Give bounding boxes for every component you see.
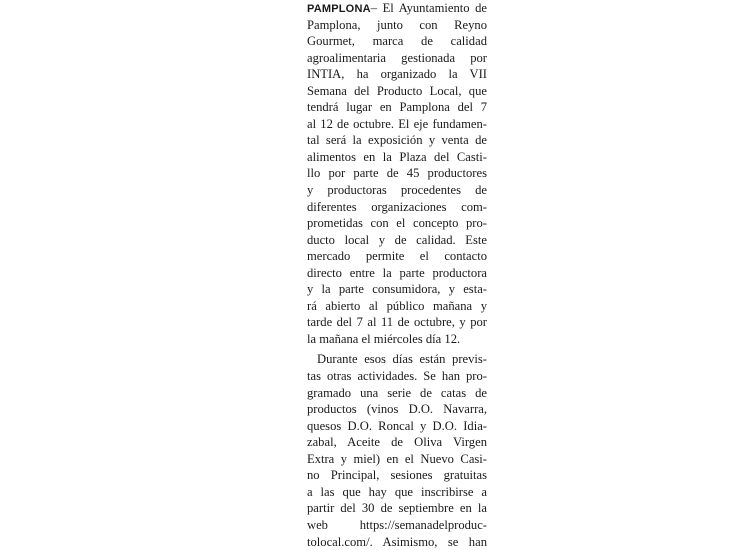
article-line: INTIA, ha organizado la VII bbox=[307, 66, 487, 83]
article-line: directo entre la parte productora bbox=[307, 265, 487, 282]
article-line: la mañana el miércoles día 12. bbox=[307, 331, 487, 348]
article-line: productos (vinos D.O. Navarra, bbox=[307, 401, 487, 418]
article-line: ducto local y de calidad. Este bbox=[307, 232, 487, 249]
article-line: no Principal, sesiones gratuitas bbox=[307, 467, 487, 484]
dateline: PAMPLONA bbox=[307, 3, 371, 15]
article-line: y productoras procedentes de bbox=[307, 182, 487, 199]
article-line: tendrá lugar en Pamplona del 7 bbox=[307, 99, 487, 116]
article-line: tas otras actividades. Se han pro- bbox=[307, 368, 487, 385]
article-line: prometidas con el concepto pro- bbox=[307, 215, 487, 232]
article-line: y la parte consumidora, y esta- bbox=[307, 281, 487, 298]
article-line: llo por parte de 45 productores bbox=[307, 165, 487, 182]
article-line: tarde del 7 al 11 de octubre, y por bbox=[307, 314, 487, 331]
article-line: a las que hay que inscribirse a bbox=[307, 484, 487, 501]
article-line: tolocal.com/. Asimismo, se han bbox=[307, 534, 487, 550]
article-line: quesos D.O. Roncal y D.O. Idia- bbox=[307, 418, 487, 435]
article-line: zabal, Aceite de Oliva Virgen bbox=[307, 434, 487, 451]
article-line: web https://semanadelproduc- bbox=[307, 517, 487, 534]
article-line: Gourmet, marca de calidad bbox=[307, 33, 487, 50]
article-column bbox=[307, 0, 487, 550]
article-line: Durante esos días están previs- bbox=[307, 351, 487, 368]
article-paragraph-1 bbox=[307, 0, 487, 347]
article-line: al 12 de octubre. El eje fundamen- bbox=[307, 116, 487, 133]
article-line: partir del 30 de septiembre en la bbox=[307, 500, 487, 517]
article-line: Pamplona, junto con Reyno bbox=[307, 17, 487, 34]
article-line: rá abierto al público mañana y bbox=[307, 298, 487, 315]
article-text: – El Ayuntamiento de bbox=[371, 1, 487, 15]
article-line: agroalimentaria gestionada por bbox=[307, 50, 487, 67]
article-line: alimentos en la Plaza del Casti- bbox=[307, 149, 487, 166]
article-paragraph-2 bbox=[307, 351, 487, 550]
article-line: mercado permite el contacto bbox=[307, 248, 487, 265]
article-line bbox=[307, 0, 487, 17]
article-line: tal será la exposición y venta de bbox=[307, 132, 487, 149]
article-line: gramado una serie de catas de bbox=[307, 385, 487, 402]
article-line: diferentes organizaciones com- bbox=[307, 199, 487, 216]
article-line: Extra y miel) en el Nuevo Casi- bbox=[307, 451, 487, 468]
article-line: Semana del Producto Local, que bbox=[307, 83, 487, 100]
